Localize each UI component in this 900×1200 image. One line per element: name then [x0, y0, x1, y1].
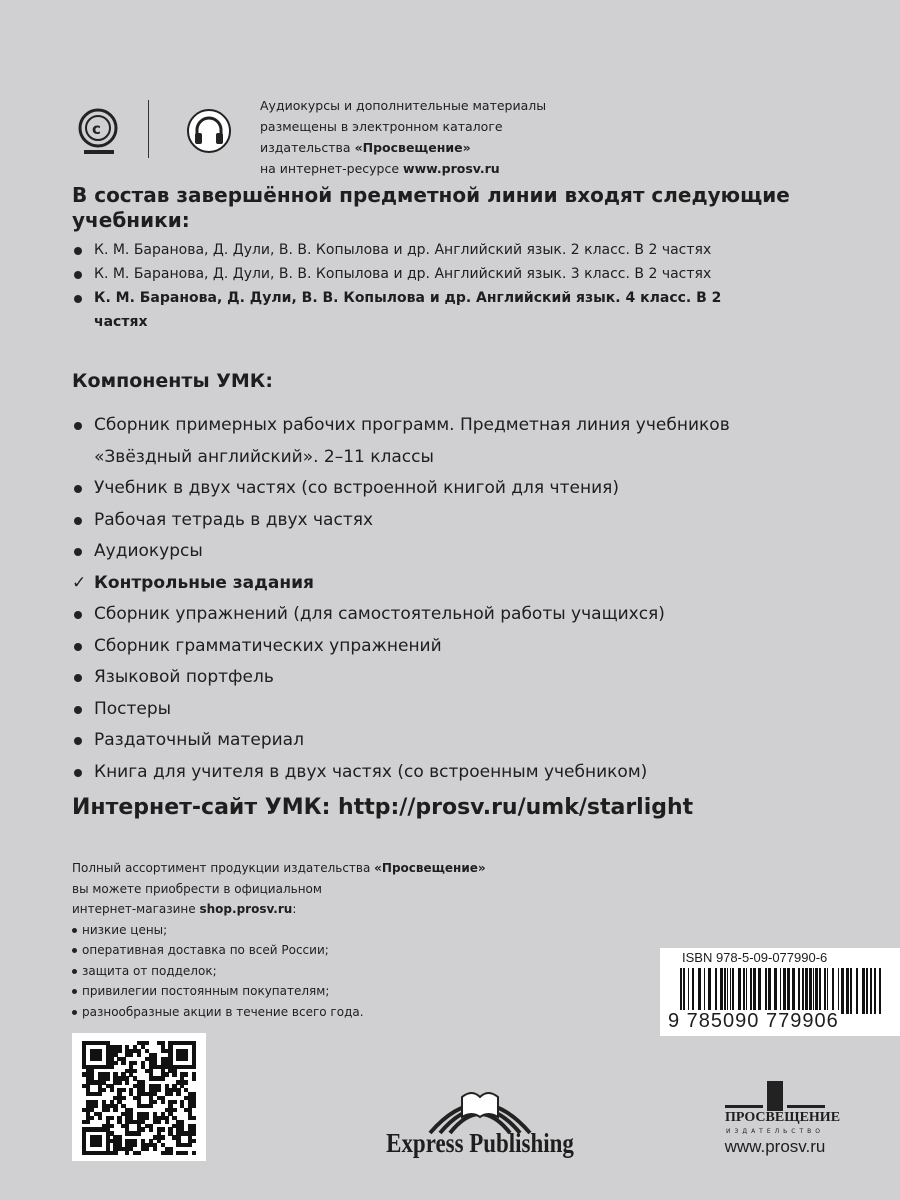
barcode-bars	[680, 968, 880, 1014]
shop-text: вы можете приобрести в официальном	[72, 881, 322, 896]
shop-bullet: привилегии постоянным покупателям;	[72, 981, 486, 1002]
prosv-logo	[724, 1075, 841, 1165]
isbn-label: ISBN 978-5-09-077990-6	[682, 950, 828, 965]
components-list	[72, 410, 872, 788]
shop-text: интернет-магазине	[72, 902, 200, 916]
express-publishing-logo-icon	[420, 1075, 540, 1135]
headphones-icon	[186, 108, 232, 154]
shop-bullet: низкие цены;	[72, 920, 486, 941]
svg-text:c: c	[92, 120, 101, 138]
checkmark-icon: ✓	[72, 572, 87, 593]
disc-logo-icon	[76, 106, 122, 156]
info-line: издательства	[260, 140, 355, 155]
component-item: Языковой портфель	[72, 662, 872, 694]
shop-info	[72, 858, 486, 1022]
component-item: Рабочая тетрадь в двух частях	[72, 505, 872, 537]
component-item: Сборник упражнений (для самостоятельной работы учащихся)	[72, 599, 872, 631]
publisher-name: «Просвещение»	[374, 861, 486, 875]
shop-bullet: разнообразные акции в течение всего года.	[72, 1002, 486, 1023]
book-item-current: К. М. Баранова, Д. Дули, В. В. Копылова и др. Английский язык. 4 класс. В 2 частях	[72, 286, 734, 334]
shop-link[interactable]: shop.prosv.ru	[199, 902, 293, 916]
book-item: К. М. Баранова, Д. Дули, В. В. Копылова и др. Английский язык. 3 класс. В 2 частях	[72, 262, 872, 286]
qr-code[interactable]	[72, 1033, 206, 1161]
prosv-emblem-icon	[767, 1081, 783, 1111]
component-item: Аудиокурсы	[72, 536, 872, 568]
shop-bullet: оперативная доставка по всей России;	[72, 940, 486, 961]
info-line: Аудиокурсы и дополнительные материалы	[260, 98, 547, 113]
component-label: Контрольные задания	[94, 572, 314, 593]
component-item-checked	[72, 568, 872, 600]
shop-bullet: защита от подделок;	[72, 961, 486, 982]
audio-info	[260, 95, 546, 179]
component-item: Раздаточный материал	[72, 725, 872, 757]
book-item: К. М. Баранова, Д. Дули, В. В. Копылова и др. Английский язык. 2 класс. В 2 частях	[72, 238, 872, 262]
book-list	[72, 238, 872, 334]
isbn-barcode	[660, 948, 900, 1036]
component-item: Книга для учителя в двух частях (со встроенным учебником)	[72, 757, 872, 789]
prosv-subtitle: ИЗДАТЕЛЬСТВО	[726, 1128, 824, 1135]
prosv-name: ПРОСВЕЩЕНИЕ	[725, 1110, 841, 1125]
shop-text: Полный ассортимент продукции издательства	[72, 861, 375, 875]
umk-website[interactable]: Интернет-сайт УМК: http://prosv.ru/umk/starlight	[72, 795, 694, 820]
publisher-name: «Просвещение»	[354, 140, 471, 155]
info-line: размещены в электронном каталоге	[260, 119, 503, 134]
component-item: Учебник в двух частях (со встроенной книгой для чтения)	[72, 473, 872, 505]
isbn-digits: 9 785090 779906	[668, 1010, 839, 1032]
component-item: Сборник примерных рабочих программ. Предметная линия учебников «Звёздный английский». 2–11 классы	[72, 410, 794, 473]
component-item: Сборник грамматических упражнений	[72, 631, 872, 663]
shop-text: :	[292, 902, 297, 916]
express-publishing-name: Express Publishing	[386, 1128, 574, 1158]
prosv-site[interactable]: www.prosv.ru	[724, 1137, 826, 1156]
info-line: на интернет-ресурсе	[260, 161, 404, 176]
series-heading: В состав завершённой предметной линии входят следующие учебники:	[72, 183, 790, 232]
divider	[148, 100, 149, 158]
component-item: Постеры	[72, 694, 872, 726]
site-link[interactable]: www.prosv.ru	[403, 161, 500, 176]
components-heading: Компоненты УМК:	[72, 370, 273, 392]
